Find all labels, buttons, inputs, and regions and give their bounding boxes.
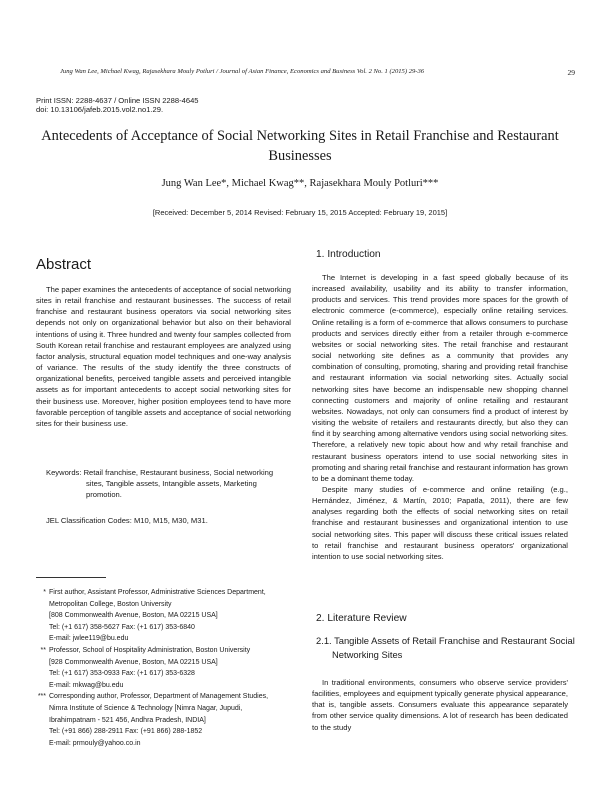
footnote-email[interactable]: E-mail: prmouly@yahoo.co.in — [49, 739, 141, 747]
jel-label: JEL Classification Codes: — [46, 516, 132, 525]
footnote-mark: * — [43, 589, 46, 596]
footnote-line: [928 Commonwealth Avenue, Boston, MA 02215 USA] — [49, 658, 218, 666]
doi-line: doi: 10.13106/jafeb.2015.vol2.no1.29. — [36, 105, 164, 115]
keywords — [46, 467, 291, 500]
subsection-heading: 2.1. Tangible Assets of Retail Franchise and Restaurant Social Networking Sites — [316, 635, 575, 660]
issn-line: Print ISSN: 2288-4637 / Online ISSN 2288-4645 — [36, 96, 199, 105]
keywords-label: Keywords: — [46, 468, 82, 477]
abstract-body — [36, 284, 291, 429]
footnote-divider — [36, 577, 106, 578]
footnote-mark: *** — [37, 693, 46, 701]
author-list: Jung Wan Lee*, Michael Kwag**, Rajasekhara Mouly Potluri*** — [161, 178, 439, 189]
received-dates: [Received: December 5, 2014 Revised: February 15, 2015 Accepted: February 19, 2015] — [152, 208, 448, 217]
introduction-body — [312, 272, 568, 562]
footnote-email[interactable]: E-mail: jwlee119@bu.edu — [49, 635, 129, 643]
literature-review-body — [312, 677, 568, 733]
footnote-line: Nimra Institute of Science & Technology [Nimra Nagar, Jupudi, — [49, 704, 243, 712]
keywords-text: Retail franchise, Restaurant business, Social networking sites, Tangible assets, Intangible assets, Marketing promotion. — [83, 468, 274, 500]
abstract-paragraph: The paper examines the antecedents of acceptance of social networking sites in retail franchise and restaurant businesses. The success of retail franchise and restaurant business operators via social networking sites depends not only on organizational behavior but also on their behavioral intentions of using it. Three hundred and twenty four samples collected from South Korean retail franchise and restaurant employees are analyzed using factor analysis, structural equation model techniques and one-way analysis of variance. The results of the study identify the three constructs of organizational benefits, perceived tangible assets and perceived intangible assets as for important antecedents to accept social networking sites for their business use. Moreover, higher position employees tend to have more favorable perception of tangible assets and acceptance of social networking sites for their business use. — [36, 285, 291, 428]
footnote-corresponding-author — [30, 691, 292, 749]
footnote-line: Tel: (+91 866) 288-2911 Fax: (+91 866) 288-1852 — [49, 728, 203, 736]
jel-values: M10, M15, M30, M31. — [133, 516, 208, 525]
footnote-line: Professor, School of Hospitality Administration, Boston University — [49, 646, 251, 654]
introduction-paragraph: Despite many studies of e-commerce and online retailing (e.g., Hernández, Jiménez, & Martín, 2010; Papatla, 2011), there are few analyses regarding both the effects of social networking sites on retail franchise and restaurant businesses and organizational intention to use social networking sites. This paper will discuss these critical issues related to retail franchise and restaurant business operators' organizational intention to use social networking sites. — [312, 484, 568, 561]
page-number: 29 — [567, 68, 575, 77]
footnote-line: Tel: (+1 617) 358-5627 Fax: (+1 617) 353-6840 — [49, 623, 195, 631]
running-head-citation: Jung Wan Lee, Michael Kwag, Rajasekhara Mouly Potluri / Journal of Asian Finance, Economics and Business Vol. 2 No. 1 (2015) 29-36 — [60, 68, 425, 75]
literature-review-heading: 2. Literature Review — [316, 613, 407, 624]
footnote-line: Tel: (+1 617) 353-0933 Fax: (+1 617) 353-6328 — [49, 670, 195, 678]
literature-paragraph: In traditional environments, consumers who observe service providers' facilities, employees and equipment typically generate physical appearance, that is, tangible assets. Consumers evaluate this appearance separately from other service quality dimensions. A lot of research has been dedicated to the study — [312, 678, 568, 732]
footnote-first-author — [30, 587, 292, 645]
footnote-second-author — [30, 645, 292, 691]
footnote-mark: ** — [40, 646, 46, 654]
jel-codes — [46, 516, 208, 525]
author-footnotes — [30, 587, 292, 749]
introduction-heading: 1. Introduction — [316, 249, 381, 260]
footnote-line: [808 Commonwealth Avenue, Boston, MA 02215 USA] — [49, 612, 218, 620]
footnote-line: First author, Assistant Professor, Administrative Sciences Department, — [49, 589, 266, 596]
footnote-line: Corresponding author, Professor, Department of Management Studies, — [49, 693, 269, 701]
footnote-line: Ibrahimpatnam - 521 456, Andhra Pradesh, INDIA] — [49, 716, 206, 724]
abstract-heading: Abstract — [36, 256, 92, 273]
issn-block — [36, 96, 199, 115]
footnote-email[interactable]: E-mail: mkwag@bu.edu — [49, 681, 124, 689]
introduction-paragraph: The Internet is developing in a fast speed globally because of its increased availability, usability and its ability to transfer information, products and services. This trend provides more spaces for the growth of electronic commerce (e-commerce), especially online retailing services. Online retailing is a form of e-commerce that allows consumers to purchase products and services directly either from a retailer through e-commerce websites or social networking sites. The retail franchise and restaurant social networking site defines as a community that provides any combination of consulting, promoting, sharing and providing retail franchise and restaurant information via social networking sites. Actually social networking sites have become an indispensable new shopping channel connecting customers and majority of online retailing and restaurant websites. Nowadays, not only can consumers find a product of interest by visiting the website of retailers and restaurants directly, but also they can find it by searching among alternative vendors using social networking sites. Therefore, a relatively new topic about how and why retail franchise and restaurant business operators intend to use social networking sites in promoting and sharing retail franchise and restaurant information has grown to be a dominant theme today. — [312, 273, 568, 483]
paper-title: Antecedents of Acceptance of Social Networking Sites in Retail Franchise and Restaurant Businesses — [41, 128, 559, 164]
footnote-line: Metropolitan College, Boston University — [49, 600, 172, 608]
